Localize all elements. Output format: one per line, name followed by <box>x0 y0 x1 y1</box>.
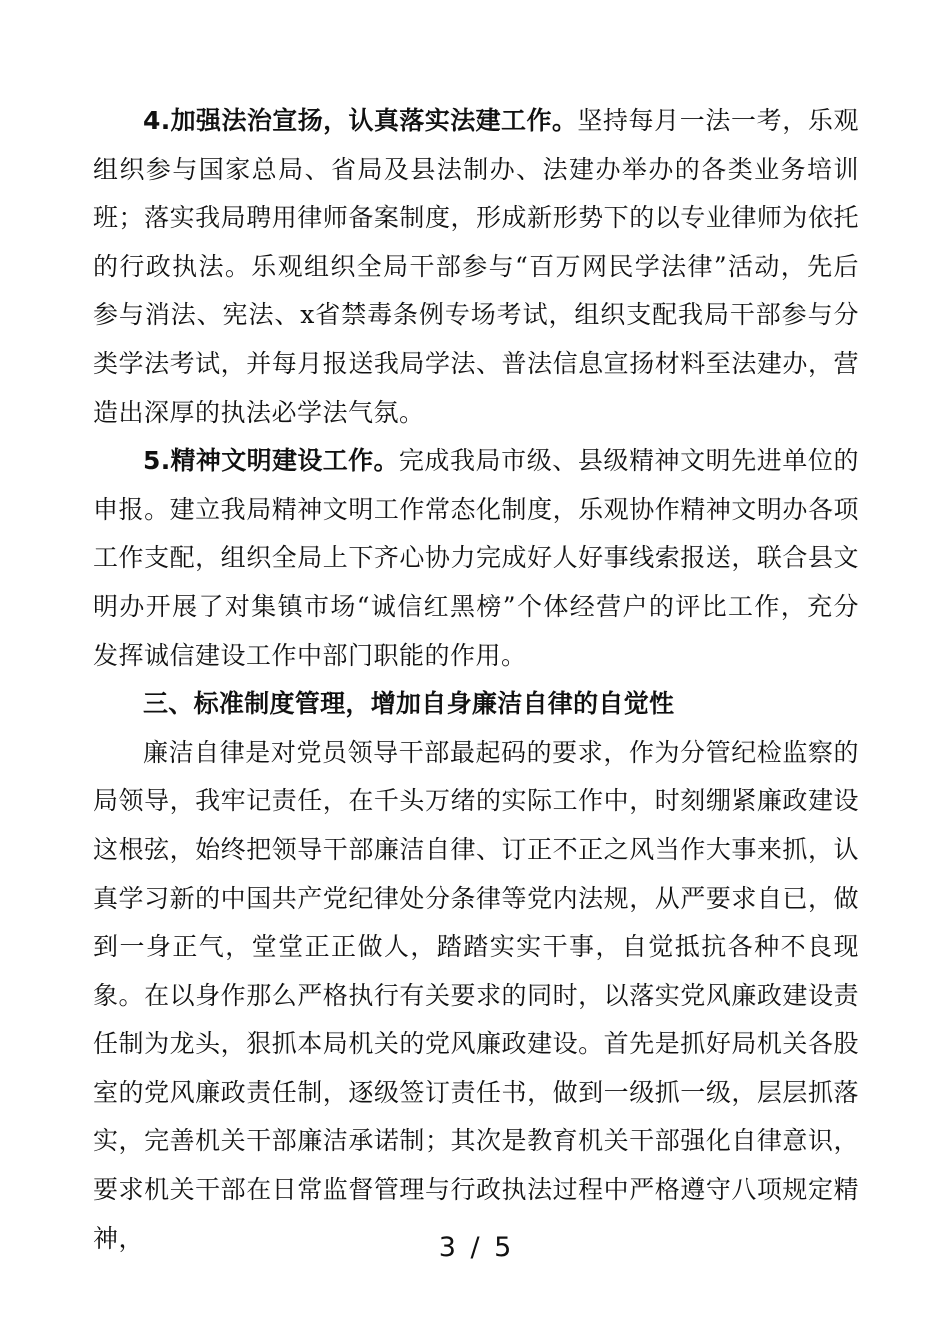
paragraph-lead: 5.精神文明建设工作。 <box>143 446 399 476</box>
paragraph-lead: 4.加强法治宣扬，认真落实法建工作。 <box>143 106 578 135</box>
paragraph-integrity: 廉洁自律是对党员领导干部最起码的要求，作为分管纪检监察的局领导，我牢记责任，在千头万绪的实际工作中，时刻绷紧廉政建设这根弦，始终把领导干部廉洁自律、订正不正之风当作大事来抓，认真学习新的中国共产党纪律处分条律等党内法规，从严要求自已，做到一身正气，堂堂正正做人，踏踏实实干事，自觉抵抗各种不良现象。在以身作那么严格执行有关要求的同时，以落实党风廉政建设责任制为龙头，狠抓本局机关的党风廉政建设。首先是抓好局机关各股室的党风廉政责任制，逐级签订责任书，做到一级抓一级，层层抓落实，完善机关干部廉洁承诺制；其次是教育机关干部强化自律意识，要求机关干部在日常监督管理与行政执法过程中严格遵守八项规定精神， <box>93 737 859 1253</box>
document-body <box>93 97 859 1263</box>
paragraph-spiritual-civilization <box>93 437 859 680</box>
section-heading: 三、标准制度管理，增加自身廉洁自律的自觉性 <box>143 689 675 719</box>
page-number: 3 / 5 <box>438 1232 512 1263</box>
paragraph-text: 完成我局市级、县级精神文明先进单位的申报。建立我局精神文明工作常态化制度，乐观协作精神文明办各项工作支配，组织全局上下齐心协力完成好人好事线索报送，联合县文明办开展了对集镇市场“诚信红黑榜”个体经营户的评比工作，充分发挥诚信建设工作中部门职能的作用。 <box>93 446 859 670</box>
paragraph-legal-publicity <box>93 97 859 437</box>
paragraph-text: 坚持每月一法一考，乐观组织参与国家总局、省局及县法制办、法建办举办的各类业务培训班；落实我局聘用律师备案制度，形成新形势下的以专业律师为依托的行政执法。乐观组织全局干部参与“百万网民学法律”活动，先后参与消法、宪法、x省禁毒条例专场考试，组织支配我局干部参与分类学法考试，并每月报送我局学法、普法信息宣扬材料至法建办，营造出深厚的执法必学法气氛。 <box>93 106 859 427</box>
